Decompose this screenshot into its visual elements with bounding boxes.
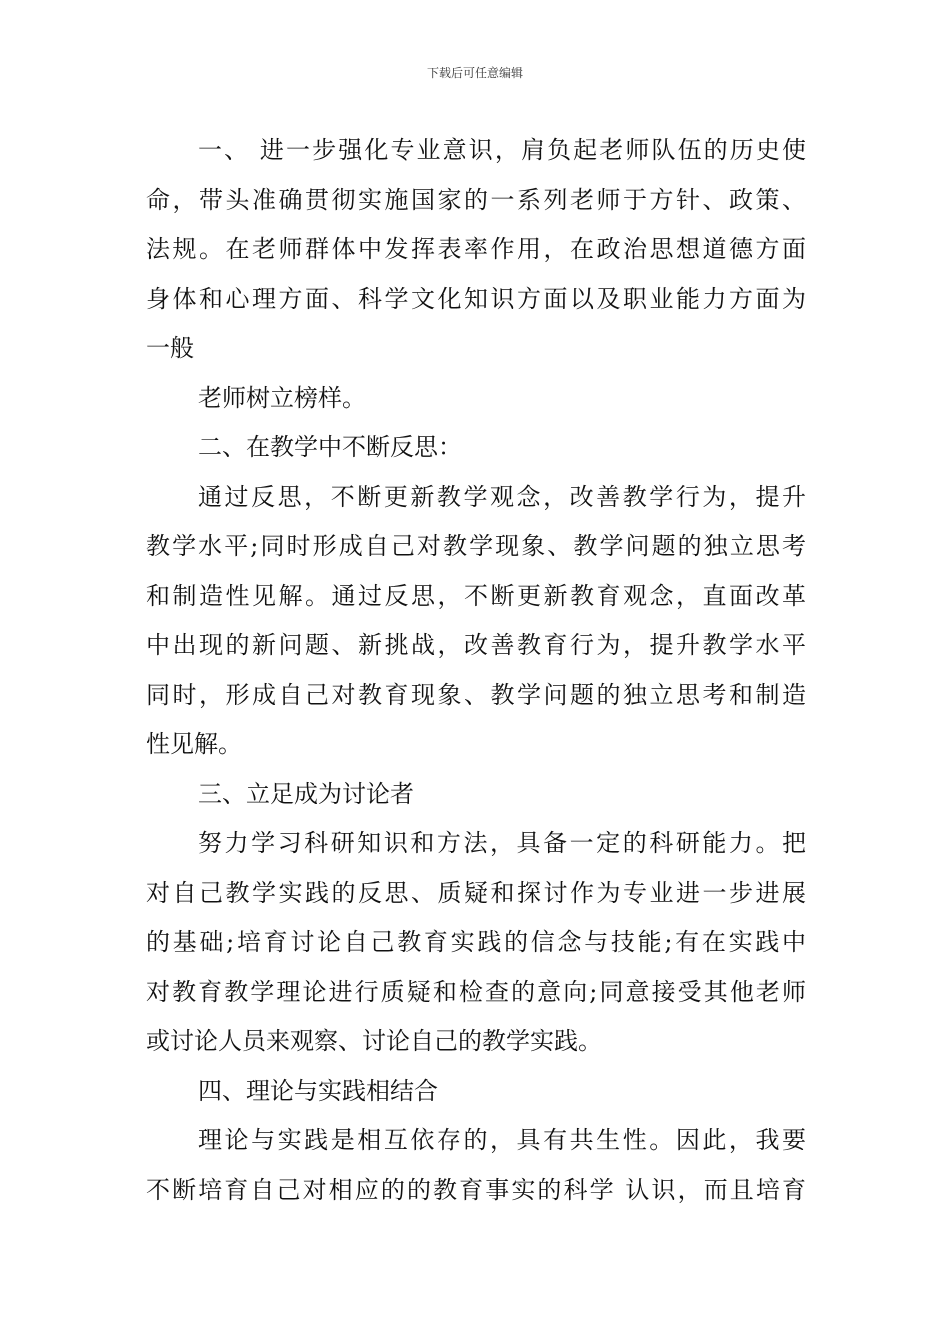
page-header: 下载后可任意编辑 (426, 66, 523, 80)
text-line: 和制造性见解。通过反思，不断更新教育观念，直面改革 (146, 581, 806, 610)
text-line: 一、 进一步强化专业意识，肩负起老师队伍的历史使 (198, 136, 806, 164)
text-line: 的基础;培育讨论自己教育实践的信念与技能;有在实践中 (146, 928, 806, 956)
text-line: 教学水平;同时形成自己对教学现象、教学问题的独立思考 (146, 532, 806, 560)
text-line: 性见解。 (146, 730, 242, 758)
text-line: 四、理论与实践相结合 (198, 1076, 438, 1105)
text-line: 努力学习科研知识和方法，具备一定的科研能力。把 (198, 829, 806, 857)
text-line: 三、立足成为讨论者 (198, 779, 414, 808)
text-line: 中出现的新问题、新挑战，改善教育行为，提升教学水平 (146, 631, 806, 659)
text-line: 老师树立榜样。 (198, 383, 366, 412)
text-line: 对教育教学理论进行质疑和检查的意向;同意接受其他老师 (146, 977, 806, 1006)
text-line: 不断培育自己对相应的的教育事实的科学 认识，而且培育 (146, 1175, 806, 1204)
text-line: 二、在教学中不断反思： (198, 433, 462, 461)
text-line: 命，带头准确贯彻实施国家的一系列老师于方针、政策、 (146, 185, 806, 214)
text-line: 或讨论人员来观察、讨论自己的教学实践。 (146, 1027, 602, 1055)
text-line: 同时，形成自己对教育现象、教学问题的独立思考和制造 (146, 680, 806, 709)
text-line: 对自己教学实践的反思、质疑和探讨作为专业进一步进展 (146, 878, 806, 907)
document-body (146, 126, 806, 1215)
text-line: 一般 (146, 334, 194, 362)
text-line: 法规。在老师群体中发挥表率作用，在政治思想道德方面 (146, 235, 806, 263)
text-line: 身体和心理方面、科学文化知识方面以及职业能力方面为 (146, 284, 806, 313)
text-line: 通过反思，不断更新教学观念，改善教学行为，提升 (198, 482, 806, 511)
text-line: 理论与实践是相互依存的，具有共生性。因此，我要 (198, 1126, 806, 1154)
